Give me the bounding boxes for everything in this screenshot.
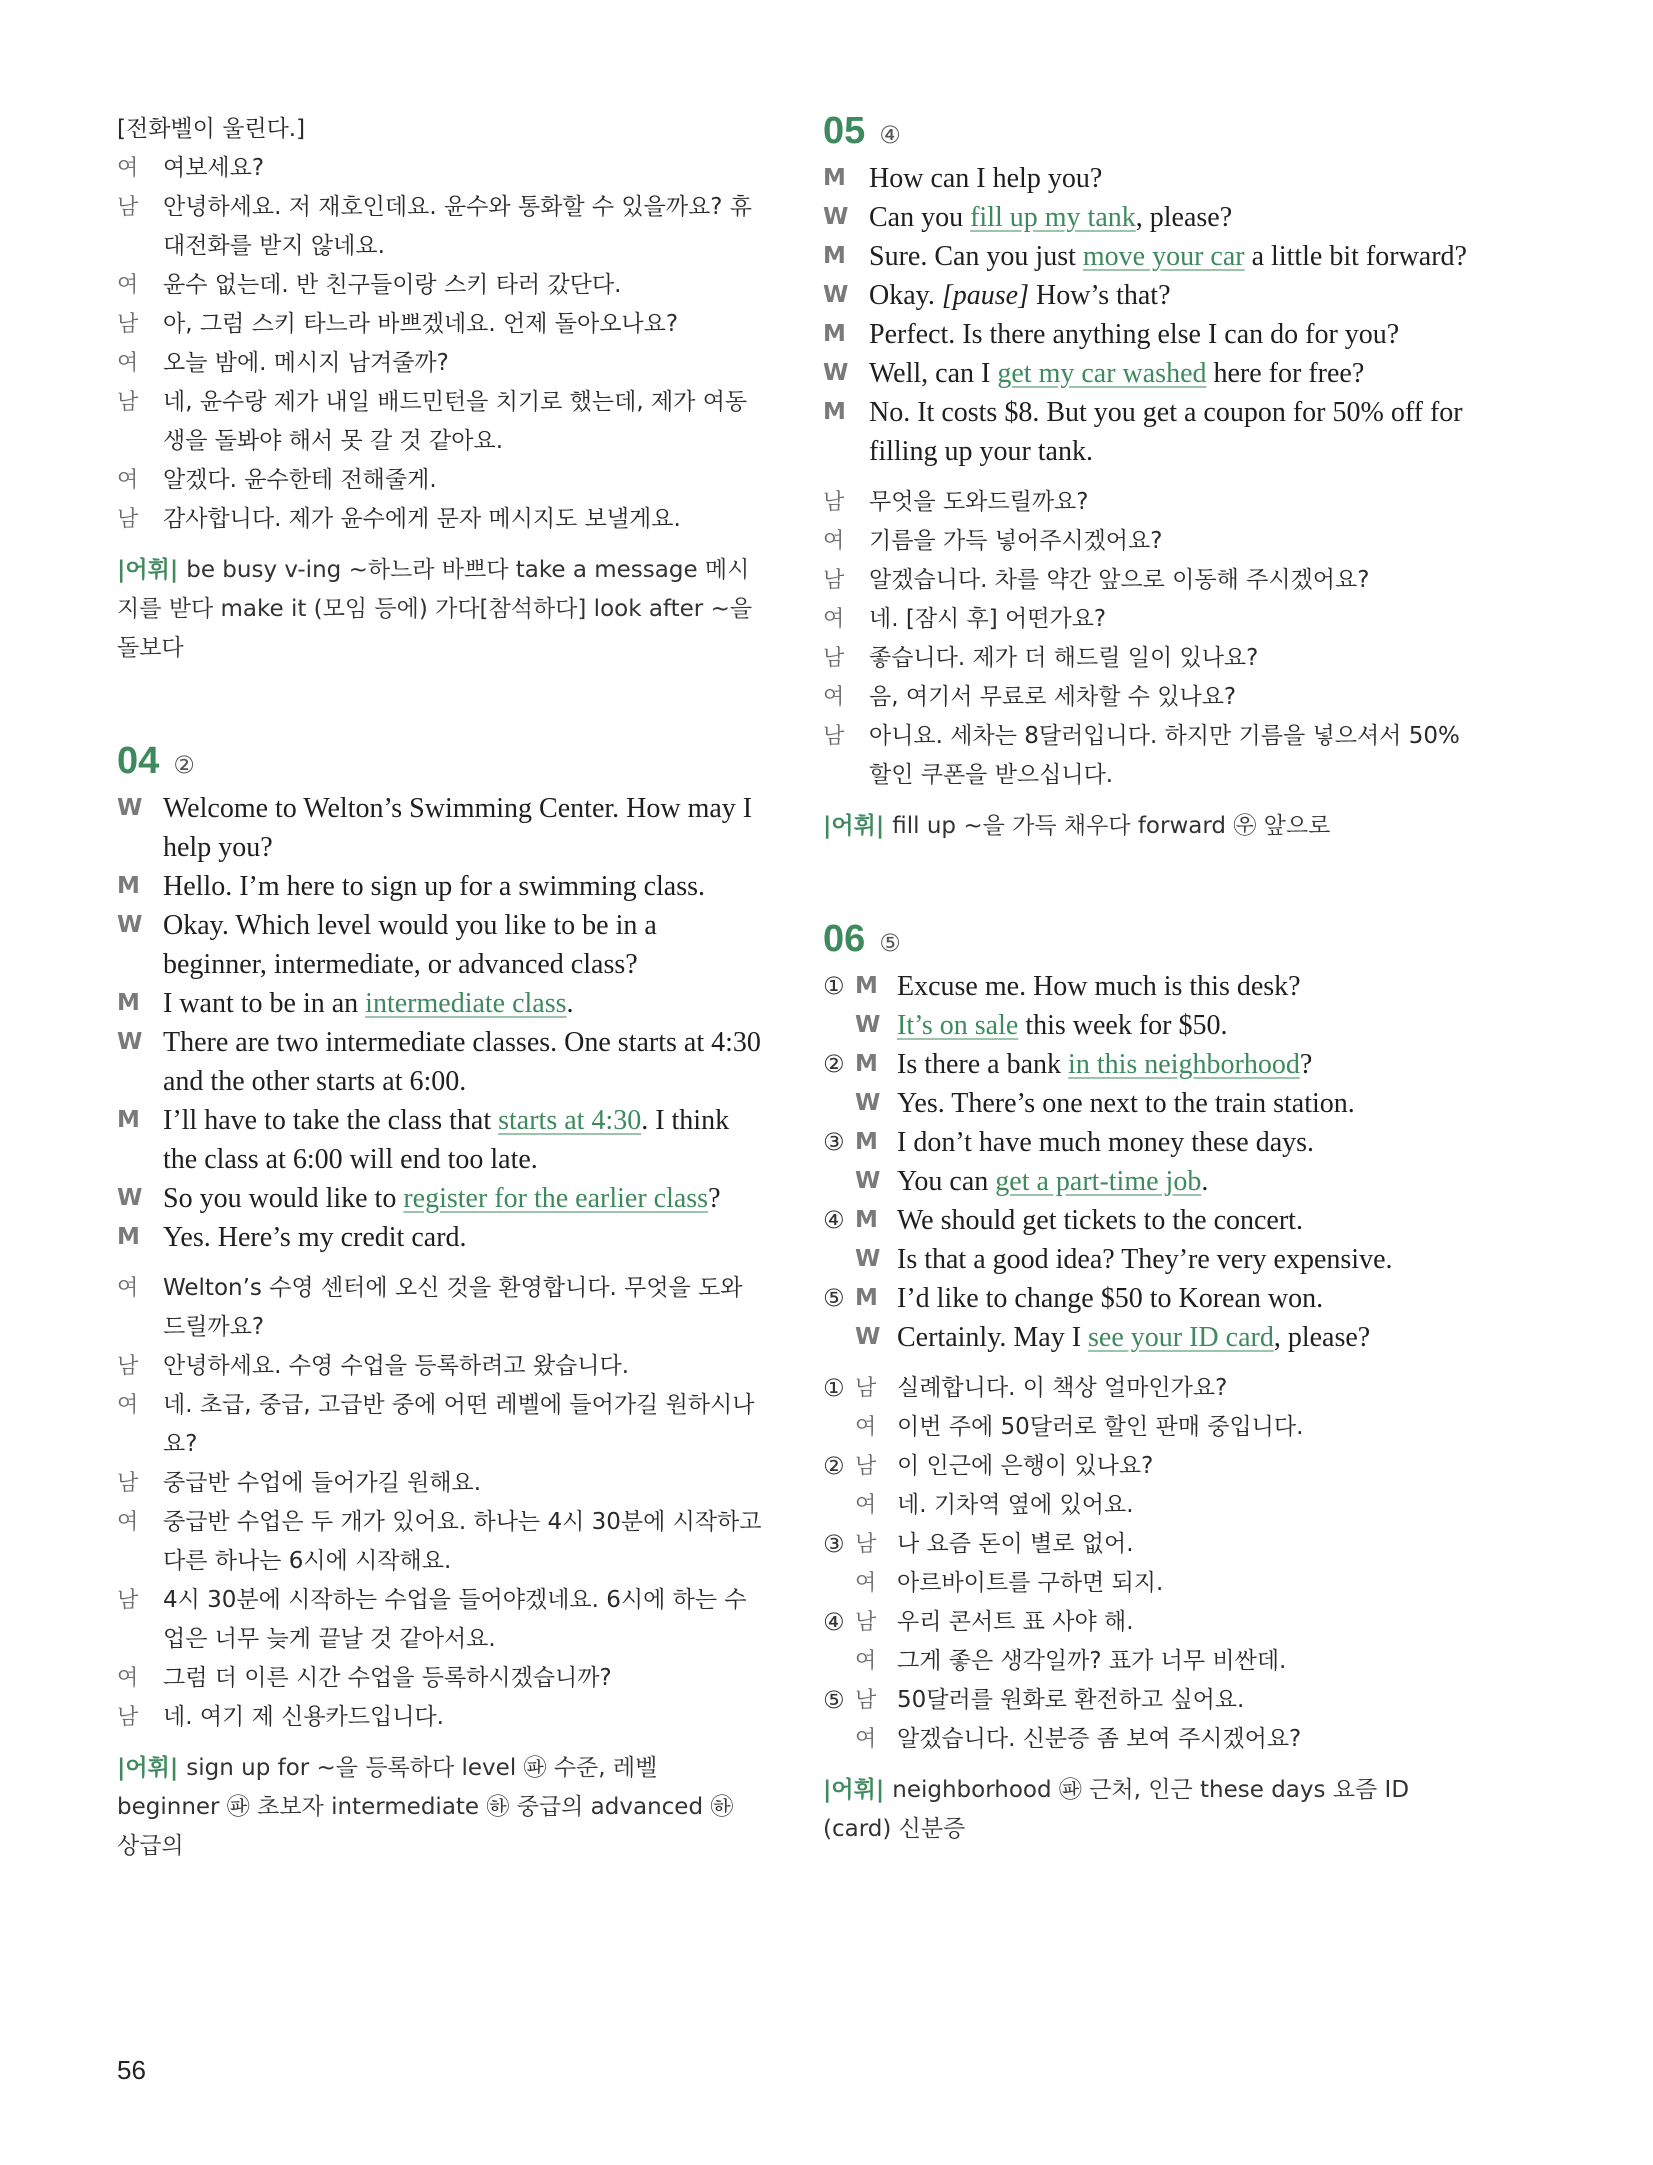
text-segment: How can I help you?	[869, 163, 1103, 194]
dialogue-line	[823, 354, 1468, 393]
line-text: 우리 콘서트 표 사야 해.	[897, 1609, 1134, 1635]
vocabulary-note	[117, 1749, 762, 1866]
line-text: 아니요. 세차는 8달러입니다. 하지만 기름을 넣으셔서 50% 할인 쿠폰을 받으십니다.	[869, 723, 1460, 788]
translation-line	[117, 1386, 762, 1464]
speaker-label: M	[855, 1051, 878, 1077]
speaker-label: 남	[855, 1376, 877, 1401]
line-text	[897, 1240, 1468, 1279]
text-segment: ?	[1299, 1049, 1313, 1080]
highlighted-phrase: see your ID card	[1088, 1322, 1274, 1353]
speaker-label: W	[117, 795, 143, 821]
highlighted-phrase: starts at 4:30	[498, 1105, 642, 1136]
text-segment: . I think the class at 6:00 will end too late.	[163, 1105, 730, 1175]
option-number: ①	[823, 1374, 845, 1402]
speaker-label: 여	[823, 685, 845, 710]
text-segment: Yes. There’s one next to the train station.	[897, 1088, 1355, 1119]
line-text	[163, 1023, 762, 1101]
vocabulary-note	[823, 1771, 1468, 1849]
line-text	[163, 789, 762, 867]
translation-line	[117, 1464, 762, 1503]
korean-transcript	[117, 1269, 762, 1737]
option-number: ④	[823, 1608, 845, 1636]
vocabulary-text: neighborhood ㉺ 근처, 인근 these days 요즘 ID (card) 신분증	[823, 1777, 1410, 1842]
text-segment: Okay. Which level would you like to be in a beginner, intermediate, or advanced class?	[163, 910, 657, 980]
vocabulary-text: fill up ~을 가득 채우다 forward ㉾ 앞으로	[892, 813, 1331, 839]
text-segment: I’ll have to take the class that	[163, 1105, 499, 1136]
line-text	[163, 1101, 762, 1179]
korean-transcript	[823, 483, 1468, 795]
line-text: 아르바이트를 구하면 되지.	[897, 1570, 1164, 1596]
line-text: 안녕하세요. 저 재호인데요. 윤수와 통화할 수 있을까요? 휴대전화를 받지 않네요.	[163, 194, 753, 259]
line-text: 기름을 가득 넣어주시겠어요?	[869, 528, 1163, 554]
line-text: 네. 여기 제 신용카드입니다.	[163, 1704, 444, 1730]
dialogue-line	[117, 1218, 762, 1257]
line-text: 알겠습니다. 신분증 좀 보여 주시겠어요?	[897, 1726, 1302, 1752]
dialogue-line	[117, 1101, 762, 1179]
translation-line	[117, 149, 762, 188]
line-text: 오늘 밤에. 메시지 남겨줄까?	[163, 350, 449, 376]
dialogue-line	[823, 1045, 1468, 1084]
line-text: 그럼 더 이른 시간 수업을 등록하시겠습니까?	[163, 1665, 612, 1691]
speaker-label: M	[855, 1285, 878, 1311]
line-text	[897, 1123, 1468, 1162]
translation-line	[823, 522, 1468, 561]
highlighted-phrase: register for the earlier class	[403, 1183, 709, 1214]
speaker-label: M	[823, 399, 846, 425]
line-text	[897, 1045, 1468, 1084]
speaker-label: 남	[117, 1471, 139, 1496]
speaker-label: 여	[117, 156, 139, 181]
line-text: 아, 그럼 스키 타느라 바쁘겠네요. 언제 돌아오나요?	[163, 311, 679, 337]
dialogue-line	[823, 1123, 1468, 1162]
dialogue-line	[823, 967, 1468, 1006]
vocabulary-text: be busy v-ing ~하느라 바쁘다 take a message 메시지를 받다 make it (모임 등에) 가다[참석하다] look after ~을 돌보다	[117, 557, 753, 661]
speaker-label: 남	[855, 1532, 877, 1557]
translation-line	[823, 1681, 1468, 1720]
text-segment: .	[566, 988, 574, 1019]
dialogue-line	[823, 1162, 1468, 1201]
dialogue-line	[823, 1084, 1468, 1123]
text-segment: here for free?	[1206, 358, 1365, 389]
speaker-label: 여	[823, 607, 845, 632]
line-text	[163, 867, 762, 906]
highlighted-phrase: get my car washed	[997, 358, 1207, 389]
option-number: ②	[823, 1452, 845, 1480]
option-number: ④	[823, 1206, 845, 1234]
section-header	[823, 110, 1468, 153]
dialogue-line	[823, 237, 1468, 276]
translation-line	[117, 383, 762, 461]
line-text	[897, 1201, 1468, 1240]
speaker-label: M	[117, 1224, 140, 1250]
english-transcript	[117, 789, 762, 1257]
translation-line	[823, 1564, 1468, 1603]
translation-line	[117, 344, 762, 383]
line-text: 무엇을 도와드릴까요?	[869, 489, 1089, 515]
option-number: ②	[823, 1050, 845, 1078]
line-text: 실례합니다. 이 책상 얼마인가요?	[897, 1375, 1228, 1401]
speaker-label: 남	[117, 507, 139, 532]
english-transcript	[823, 159, 1468, 471]
speaker-label: 남	[855, 1454, 877, 1479]
speaker-label: 여	[855, 1493, 877, 1518]
vocabulary-note	[823, 807, 1468, 846]
translation-line	[117, 1698, 762, 1737]
page-number: 56	[117, 2055, 146, 2085]
line-text	[869, 237, 1468, 276]
line-text: 알겠다. 윤수한테 전해줄게.	[163, 467, 437, 493]
line-text: 네. 초급, 중급, 고급반 중에 어떤 레벨에 들어가길 원하시나요?	[163, 1392, 755, 1457]
section-06	[823, 918, 1468, 1849]
highlighted-phrase: intermediate class	[365, 988, 567, 1019]
speaker-label: 여	[855, 1649, 877, 1674]
translation-line	[117, 1269, 762, 1347]
dialogue-line	[823, 1201, 1468, 1240]
speaker-label: 여	[855, 1415, 877, 1440]
speaker-label: M	[855, 1129, 878, 1155]
answer-marker: ④	[879, 121, 901, 149]
section-number: 05	[823, 110, 866, 152]
translation-line	[823, 1525, 1468, 1564]
speaker-label: M	[823, 321, 846, 347]
line-text	[163, 1179, 762, 1218]
text-segment: No. It costs $8. But you get a coupon for 50% off for filling up your tank.	[869, 397, 1463, 467]
speaker-label: 여	[117, 273, 139, 298]
option-number: ③	[823, 1530, 845, 1558]
speaker-label: 남	[117, 195, 139, 220]
speaker-label: 여	[117, 1393, 139, 1418]
answer-marker: ②	[173, 751, 195, 779]
line-text	[869, 276, 1468, 315]
text-segment: I don’t have much money these days.	[897, 1127, 1315, 1158]
highlighted-phrase: get a part-time job	[995, 1166, 1202, 1197]
speaker-label: 남	[117, 390, 139, 415]
line-text: 그게 좋은 생각일까? 표가 너무 비싼데.	[897, 1648, 1287, 1674]
line-text	[869, 393, 1468, 471]
translation-line	[117, 1347, 762, 1386]
korean-transcript	[823, 1369, 1468, 1759]
speaker-label: 여	[117, 1510, 139, 1535]
vocabulary-tag: |어휘|	[117, 557, 179, 583]
line-text: 윤수 없는데. 반 친구들이랑 스키 타러 갔단다.	[163, 272, 622, 298]
text-segment: Well, can I	[869, 358, 998, 389]
speaker-label: 여	[117, 468, 139, 493]
speaker-label: W	[855, 1090, 881, 1116]
translation-line	[117, 1659, 762, 1698]
right-column	[823, 110, 1468, 1849]
dialogue-line	[117, 984, 762, 1023]
speaker-label: 남	[117, 1588, 139, 1613]
line-text: 여보세요?	[163, 155, 265, 181]
dialogue-line	[117, 1179, 762, 1218]
text-segment: Welcome to Welton’s Swimming Center. How may I help you?	[163, 793, 753, 863]
stage-direction: [전화벨이 울린다.]	[117, 116, 306, 142]
section-03-korean-tail	[117, 110, 762, 668]
vocabulary-tag: |어휘|	[823, 1777, 885, 1803]
line-text: 감사합니다. 제가 윤수에게 문자 메시지도 보낼게요.	[163, 506, 681, 532]
left-column	[117, 110, 762, 1866]
dialogue-line	[823, 1279, 1468, 1318]
translation-line	[117, 188, 762, 266]
line-text: Welton’s 수영 센터에 오신 것을 환영합니다. 무엇을 도와드릴까요?	[163, 1275, 743, 1340]
speaker-label: 여	[117, 1276, 139, 1301]
line-text	[897, 1162, 1468, 1201]
text-segment: ?	[708, 1183, 721, 1214]
speaker-label: 남	[823, 724, 845, 749]
speaker-label: 여	[117, 1666, 139, 1691]
dialogue-line	[823, 1318, 1468, 1357]
speaker-label: 남	[855, 1610, 877, 1635]
text-segment: , please?	[1273, 1322, 1371, 1353]
speaker-label: 여	[117, 351, 139, 376]
speaker-label: 남	[117, 312, 139, 337]
english-transcript	[823, 967, 1468, 1357]
translation-line	[823, 1642, 1468, 1681]
text-segment: Is there a bank	[897, 1049, 1069, 1080]
speaker-label: 남	[855, 1688, 877, 1713]
option-number: ③	[823, 1128, 845, 1156]
text-segment: I want to be in an	[163, 988, 366, 1019]
line-text: 나 요즘 돈이 별로 없어.	[897, 1531, 1134, 1557]
text-segment: I’d like to change $50 to Korean won.	[897, 1283, 1324, 1314]
text-segment: How’s that?	[1028, 280, 1171, 311]
translation-line	[823, 1408, 1468, 1447]
speaker-label: M	[117, 990, 140, 1016]
line-text: 4시 30분에 시작하는 수업을 들어야겠네요. 6시에 하는 수업은 너무 늦게 끝날 것 같아서요.	[163, 1587, 747, 1652]
dialogue-line	[823, 393, 1468, 471]
line-text: 네. [잠시 후] 어떤가요?	[869, 606, 1107, 632]
line-text: 알겠습니다. 차를 약간 앞으로 이동해 주시겠어요?	[869, 567, 1370, 593]
text-segment: Hello. I’m here to sign up for a swimming class.	[163, 871, 706, 902]
section-header	[823, 918, 1468, 961]
text-segment: There are two intermediate classes. One starts at 4:30 and the other starts at 6:00.	[163, 1027, 761, 1097]
speaker-label: M	[855, 973, 878, 999]
section-number: 04	[117, 740, 160, 782]
dialogue-line	[117, 789, 762, 867]
translation-line	[823, 639, 1468, 678]
line-text: 중급반 수업은 두 개가 있어요. 하나는 4시 30분에 시작하고 다른 하나는 6시에 시작해요.	[163, 1509, 762, 1574]
line-text: 네. 기차역 옆에 있어요.	[897, 1492, 1134, 1518]
speaker-label: M	[855, 1207, 878, 1233]
answer-marker: ⑤	[879, 929, 901, 957]
vocabulary-text: sign up for ~을 등록하다 level ㉺ 수준, 레벨 beginner ㉺ 초보자 intermediate ㉻ 중급의 advanced ㉻ 상급의	[117, 1755, 734, 1859]
text-segment: Yes. Here’s my credit card.	[163, 1222, 467, 1253]
text-segment: We should get tickets to the concert.	[897, 1205, 1303, 1236]
section-number: 06	[823, 918, 866, 960]
line-text	[869, 354, 1468, 393]
line-text: 네, 윤수랑 제가 내일 배드민턴을 치기로 했는데, 제가 여동생을 돌봐야 해서 못 갈 것 같아요.	[163, 389, 748, 454]
dialogue-line	[823, 1006, 1468, 1045]
translation-line	[823, 678, 1468, 717]
option-number: ⑤	[823, 1284, 845, 1312]
line-text	[163, 906, 762, 984]
text-segment: .	[1201, 1166, 1209, 1197]
dialogue-line	[823, 159, 1468, 198]
line-text: 이 인근에 은행이 있나요?	[897, 1453, 1154, 1479]
speaker-label: 여	[855, 1571, 877, 1596]
speaker-label: M	[823, 165, 846, 191]
text-segment: Sure. Can you just	[869, 241, 1083, 272]
line-text: 좋습니다. 제가 더 해드릴 일이 있나요?	[869, 645, 1259, 671]
dialogue-line	[823, 315, 1468, 354]
speaker-label: W	[855, 1168, 881, 1194]
line-text	[163, 984, 762, 1023]
vocabulary-note	[117, 551, 762, 668]
speaker-label: W	[855, 1012, 881, 1038]
line-text: 이번 주에 50달러로 할인 판매 중입니다.	[897, 1414, 1304, 1440]
line-text: 안녕하세요. 수영 수업을 등록하려고 왔습니다.	[163, 1353, 630, 1379]
dialogue-line	[117, 1023, 762, 1101]
speaker-label: W	[855, 1246, 881, 1272]
highlighted-phrase: move your car	[1082, 241, 1245, 272]
translation-line	[823, 561, 1468, 600]
text-segment: [pause]	[941, 280, 1029, 311]
line-text	[897, 967, 1468, 1006]
speaker-label: 남	[117, 1705, 139, 1730]
speaker-label: W	[823, 360, 849, 386]
line-text	[897, 1084, 1468, 1123]
korean-transcript	[117, 149, 762, 539]
speaker-label: W	[823, 204, 849, 230]
speaker-label: 남	[823, 646, 845, 671]
section-05	[823, 110, 1468, 846]
text-segment: Perfect. Is there anything else I can do for you?	[869, 319, 1400, 350]
line-text: 50달러를 원화로 환전하고 싶어요.	[897, 1687, 1245, 1713]
translation-line	[823, 1447, 1468, 1486]
line-text	[163, 1218, 762, 1257]
speaker-label: W	[823, 282, 849, 308]
speaker-label: M	[117, 1107, 140, 1133]
line-text: 중급반 수업에 들어가길 원해요.	[163, 1470, 482, 1496]
translation-line	[117, 1503, 762, 1581]
line-text	[869, 198, 1468, 237]
section-header	[117, 740, 762, 783]
translation-line	[823, 717, 1468, 795]
text-segment: a little bit forward?	[1244, 241, 1467, 272]
highlighted-phrase: fill up my tank	[970, 202, 1136, 233]
text-segment: Okay.	[869, 280, 942, 311]
translation-line	[823, 600, 1468, 639]
translation-line	[117, 266, 762, 305]
translation-line	[823, 1369, 1468, 1408]
dialogue-line	[823, 198, 1468, 237]
text-segment: Excuse me. How much is this desk?	[897, 971, 1301, 1002]
translation-line	[823, 483, 1468, 522]
line-text	[897, 1006, 1468, 1045]
highlighted-phrase: in this neighborhood	[1068, 1049, 1300, 1080]
section-04	[117, 740, 762, 1866]
text-segment: , please?	[1135, 202, 1233, 233]
highlighted-phrase: It’s on sale	[897, 1010, 1019, 1041]
line-text	[897, 1279, 1468, 1318]
line-text	[869, 315, 1468, 354]
option-number: ①	[823, 972, 845, 1000]
line-text	[897, 1318, 1468, 1357]
speaker-label: 남	[823, 490, 845, 515]
speaker-label: W	[117, 1185, 143, 1211]
speaker-label: 여	[823, 529, 845, 554]
speaker-label: 남	[117, 1354, 139, 1379]
dialogue-line	[117, 906, 762, 984]
speaker-label: W	[117, 912, 143, 938]
option-number: ⑤	[823, 1686, 845, 1714]
text-segment: Can you	[869, 202, 971, 233]
text-segment: So you would like to	[163, 1183, 404, 1214]
translation-line	[117, 1581, 762, 1659]
speaker-label: W	[855, 1324, 881, 1350]
vocabulary-tag: |어휘|	[823, 813, 885, 839]
text-segment: Is that a good idea? They’re very expensive.	[897, 1244, 1393, 1275]
speaker-label: M	[823, 243, 846, 269]
translation-line	[117, 461, 762, 500]
text-segment: this week for $50.	[1018, 1010, 1228, 1041]
translation-line	[823, 1603, 1468, 1642]
text-segment: Certainly. May I	[897, 1322, 1089, 1353]
vocabulary-tag: |어휘|	[117, 1755, 179, 1781]
translation-line	[823, 1720, 1468, 1759]
dialogue-line	[823, 276, 1468, 315]
text-segment: You can	[897, 1166, 996, 1197]
translation-line	[823, 1486, 1468, 1525]
translation-line	[117, 305, 762, 344]
speaker-label: M	[117, 873, 140, 899]
line-text	[869, 159, 1468, 198]
speaker-label: 여	[855, 1727, 877, 1752]
dialogue-line	[117, 867, 762, 906]
translation-line	[117, 500, 762, 539]
speaker-label: W	[117, 1029, 143, 1055]
speaker-label: 남	[823, 568, 845, 593]
dialogue-line	[823, 1240, 1468, 1279]
line-text: 음, 여기서 무료로 세차할 수 있나요?	[869, 684, 1237, 710]
